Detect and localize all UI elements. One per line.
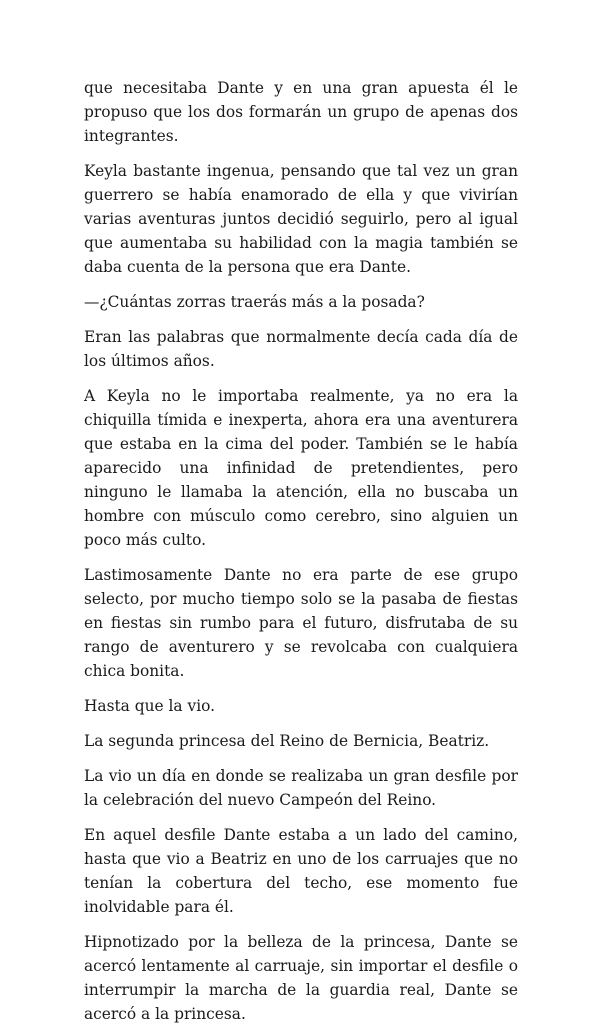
paragraph-11: Hipnotizado por la belleza de la princesa, Dante se acercó lentamente al carruaje, sin importar el desfile o interrumpir la marcha de la guardia real, Dante se acercó a la princesa. [84,933,518,1023]
paragraph-7: Hasta que la vio. [84,697,216,715]
paragraph-4: Eran las palabras que normalmente decía cada día de los últimos años. [84,328,518,370]
paragraph-9: La vio un día en donde se realizaba un gran desfile por la celebración del nuevo Campeón del Reino. [84,767,518,809]
paragraph-10: En aquel desfile Dante estaba a un lado del camino, hasta que vio a Beatriz en uno de los carruajes que no tenían la cobertura del techo, ese momento fue inolvidable para él. [84,826,518,916]
paragraph-5: A Keyla no le importaba realmente, ya no era la chiquilla tímida e inexperta, ahora era una aventurera que estaba en la cima del poder. También se le había aparecido una infinidad de pretendientes, pero ninguno le llamaba la atención, ella no buscaba un hombre con músculo como cerebro, sino alguien un poco más culto. [84,387,518,549]
paragraph-6: Lastimosamente Dante no era parte de ese grupo selecto, por mucho tiempo solo se la pasaba de fiestas en fiestas sin rumbo para el futuro, disfrutaba de su rango de aventurero y se revolcaba con cualquiera chica bonita. [84,566,518,680]
paragraph-3-dialogue: —¿Cuántas zorras traerás más a la posada? [84,293,425,311]
paragraph-2: Keyla bastante ingenua, pensando que tal vez un gran guerrero se había enamorado de ella y que vivirían varias aventuras juntos decidió seguirlo, pero al igual que aumentaba su habilidad con la magia también se daba cuenta de la persona que era Dante. [84,162,518,276]
paragraph-8: La segunda princesa del Reino de Bernicia, Beatriz. [84,732,490,750]
paragraph-1: que necesitaba Dante y en una gran apuesta él le propuso que los dos formarán un grupo de apenas dos integrantes. [84,79,518,145]
